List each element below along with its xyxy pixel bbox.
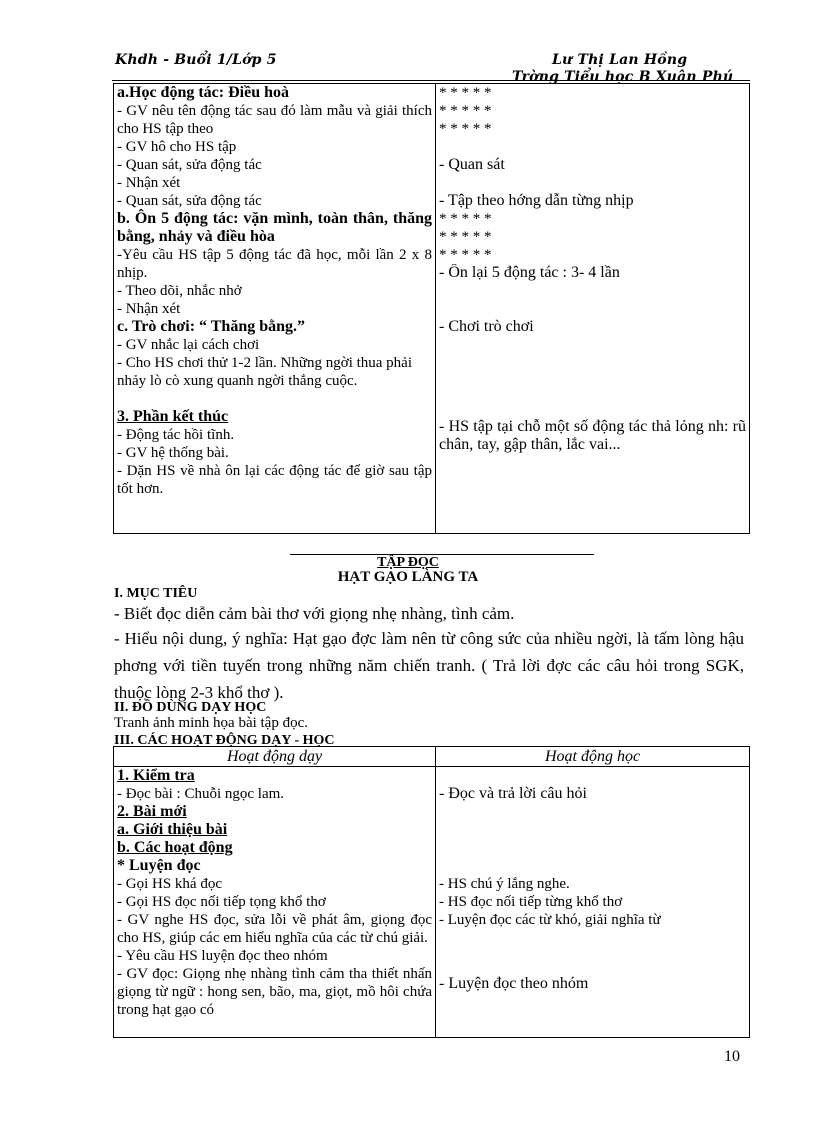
text-line: - Quan sát (439, 156, 505, 173)
text-line: - Dặn HS về nhà ôn lại các động tác để giờ sau tập tốt hơn. (117, 463, 432, 497)
text-line: - GV đọc: Giọng nhẹ nhàng tình cảm tha thiết nhấn giọng từ ngữ : hong sen, bão, ma, giọt, mồ hôi chứa trong hạt gạo có (117, 966, 432, 1018)
header-school: Trờng Tiểu học B Xuân Phú (512, 69, 734, 85)
section-do-dung: II. ĐỒ DÙNG DẠY HỌC (114, 700, 267, 715)
activity-table-2 (113, 746, 750, 1038)
student-column (436, 84, 750, 534)
heading-cac-hoat-dong: b. Các hoạt động (117, 839, 233, 856)
text-line: - Động tác hồi tĩnh. (117, 427, 235, 443)
heading-bai-moi: 2. Bài mới (117, 803, 187, 820)
text-line: - GV hệ thống bài. (117, 445, 229, 461)
text-line: - Ôn lại 5 động tác : 3- 4 lần (439, 264, 620, 281)
lesson-title: HẠT GẠO LÀNG TA (337, 569, 479, 585)
formation-row: * * * * * (439, 229, 492, 245)
section-hoat-dong: III. CÁC HOẠT ĐỘNG DẠY - HỌC (114, 733, 335, 748)
formation-row: * * * * * (439, 85, 492, 101)
text-line: - Chơi trò chơi (439, 318, 534, 335)
text-line: - HS chú ý lắng nghe. (439, 876, 570, 892)
formation-row: * * * * * (439, 247, 492, 263)
teacher-column (114, 767, 436, 1038)
objective-1: - Biết đọc diễn cảm bài thơ với giọng nhẹ nhàng, tình cảm. (114, 604, 515, 623)
text-line: - Đọc và trả lời câu hỏi (439, 785, 587, 802)
page-number: 10 (724, 1048, 740, 1065)
text-line: - HS đọc nối tiếp từng khổ thơ (439, 894, 623, 910)
text-line: - Luyện đọc theo nhóm (439, 975, 589, 992)
heading-dieu-hoa: a.Học động tác: Điều hoà (117, 84, 289, 101)
text-line: - GV nghe HS đọc, sửa lỗi về phát âm, giọng đọc cho HS, giúp các em hiểu nghĩa của các từ chú giải. (117, 912, 432, 946)
text-line: - Luyện đọc các từ khó, giải nghĩa từ (439, 912, 661, 928)
heading-luyen-doc: * Luyện đọc (117, 857, 201, 874)
text-line: - GV hô cho HS tập (117, 139, 237, 155)
column-header-teacher: Hoạt động dạy (114, 747, 436, 767)
materials-text: Tranh ảnh minh họa bài tập đọc. (114, 715, 308, 731)
text-line: - Gọi HS đọc nối tiếp tọng khổ thơ (117, 894, 326, 910)
text-line: - Theo dõi, nhắc nhở (117, 283, 242, 299)
text-line: - Tập theo hớng dẫn từng nhịp (439, 192, 634, 209)
objective-2: - Hiểu nội dung, ý nghĩa: Hạt gạo đợc làm nên từ công sức của nhiều ngời, là tấm lòng hậu phơng với tiền tuyến trong những năm chiến tranh. ( Trả lời đợc các câu hỏi trong SGK, thuộc lòng 2-3 khổ thơ ). (114, 629, 744, 702)
text-line: - Yêu cầu HS luyện đọc theo nhóm (117, 948, 328, 964)
teacher-column (114, 84, 436, 534)
formation-row: * * * * * (439, 211, 492, 227)
text-line: - Đọc bài : Chuỗi ngọc lam. (117, 786, 285, 802)
text-line: - GV nhắc lại cách chơi (117, 337, 260, 353)
text-line: - Cho HS chơi thử 1-2 lần. Những ngời thua phải nhảy lò cò xung quanh ngời thắng cuộc. (117, 355, 413, 389)
header-author: Lư Thị Lan Hồng (552, 52, 688, 68)
text-line: - Nhận xét (117, 175, 181, 191)
heading-tro-choi: c. Trò chơi: “ Thăng bằng.” (117, 318, 306, 335)
heading-kiem-tra: 1. Kiểm tra (117, 767, 195, 784)
student-column (436, 767, 750, 1038)
formation-row: * * * * * (439, 121, 492, 137)
heading-phan-ket-thuc: 3. Phần kết thúc (117, 408, 229, 425)
header-left: Khdh - Buổi 1/Lớp 5 (115, 52, 277, 68)
text-line: - GV nêu tên động tác sau đó làm mẫu và giải thích cho HS tập theo (117, 103, 432, 137)
section-muc-tieu: I. MỤC TIÊU (114, 586, 198, 601)
text-line: - Quan sát, sửa động tác (117, 157, 262, 173)
text-line: - HS tập tại chỗ một số động tác thả lỏng nh: rũ chân, tay, gập thân, lắc vai... (439, 418, 746, 453)
activity-table-1 (113, 83, 750, 534)
lesson-subject: TẬP ĐỌC (377, 555, 439, 570)
column-header-student: Hoạt động học (436, 747, 750, 767)
header-rule (112, 80, 750, 81)
text-line: -Yêu cầu HS tập 5 động tác đã học, mỗi lần 2 x 8 nhịp. (117, 247, 432, 281)
heading-on-5-dong-tac: b. Ôn 5 động tác: vặn mình, toàn thân, thăng bằng, nhảy và điều hòa (117, 210, 432, 245)
formation-row: * * * * * (439, 103, 492, 119)
text-line: - Nhận xét (117, 301, 181, 317)
heading-gioi-thieu: a. Giới thiệu bài (117, 821, 228, 838)
text-line: - Quan sát, sửa động tác (117, 193, 262, 209)
text-line: - Gọi HS khá đọc (117, 876, 222, 892)
